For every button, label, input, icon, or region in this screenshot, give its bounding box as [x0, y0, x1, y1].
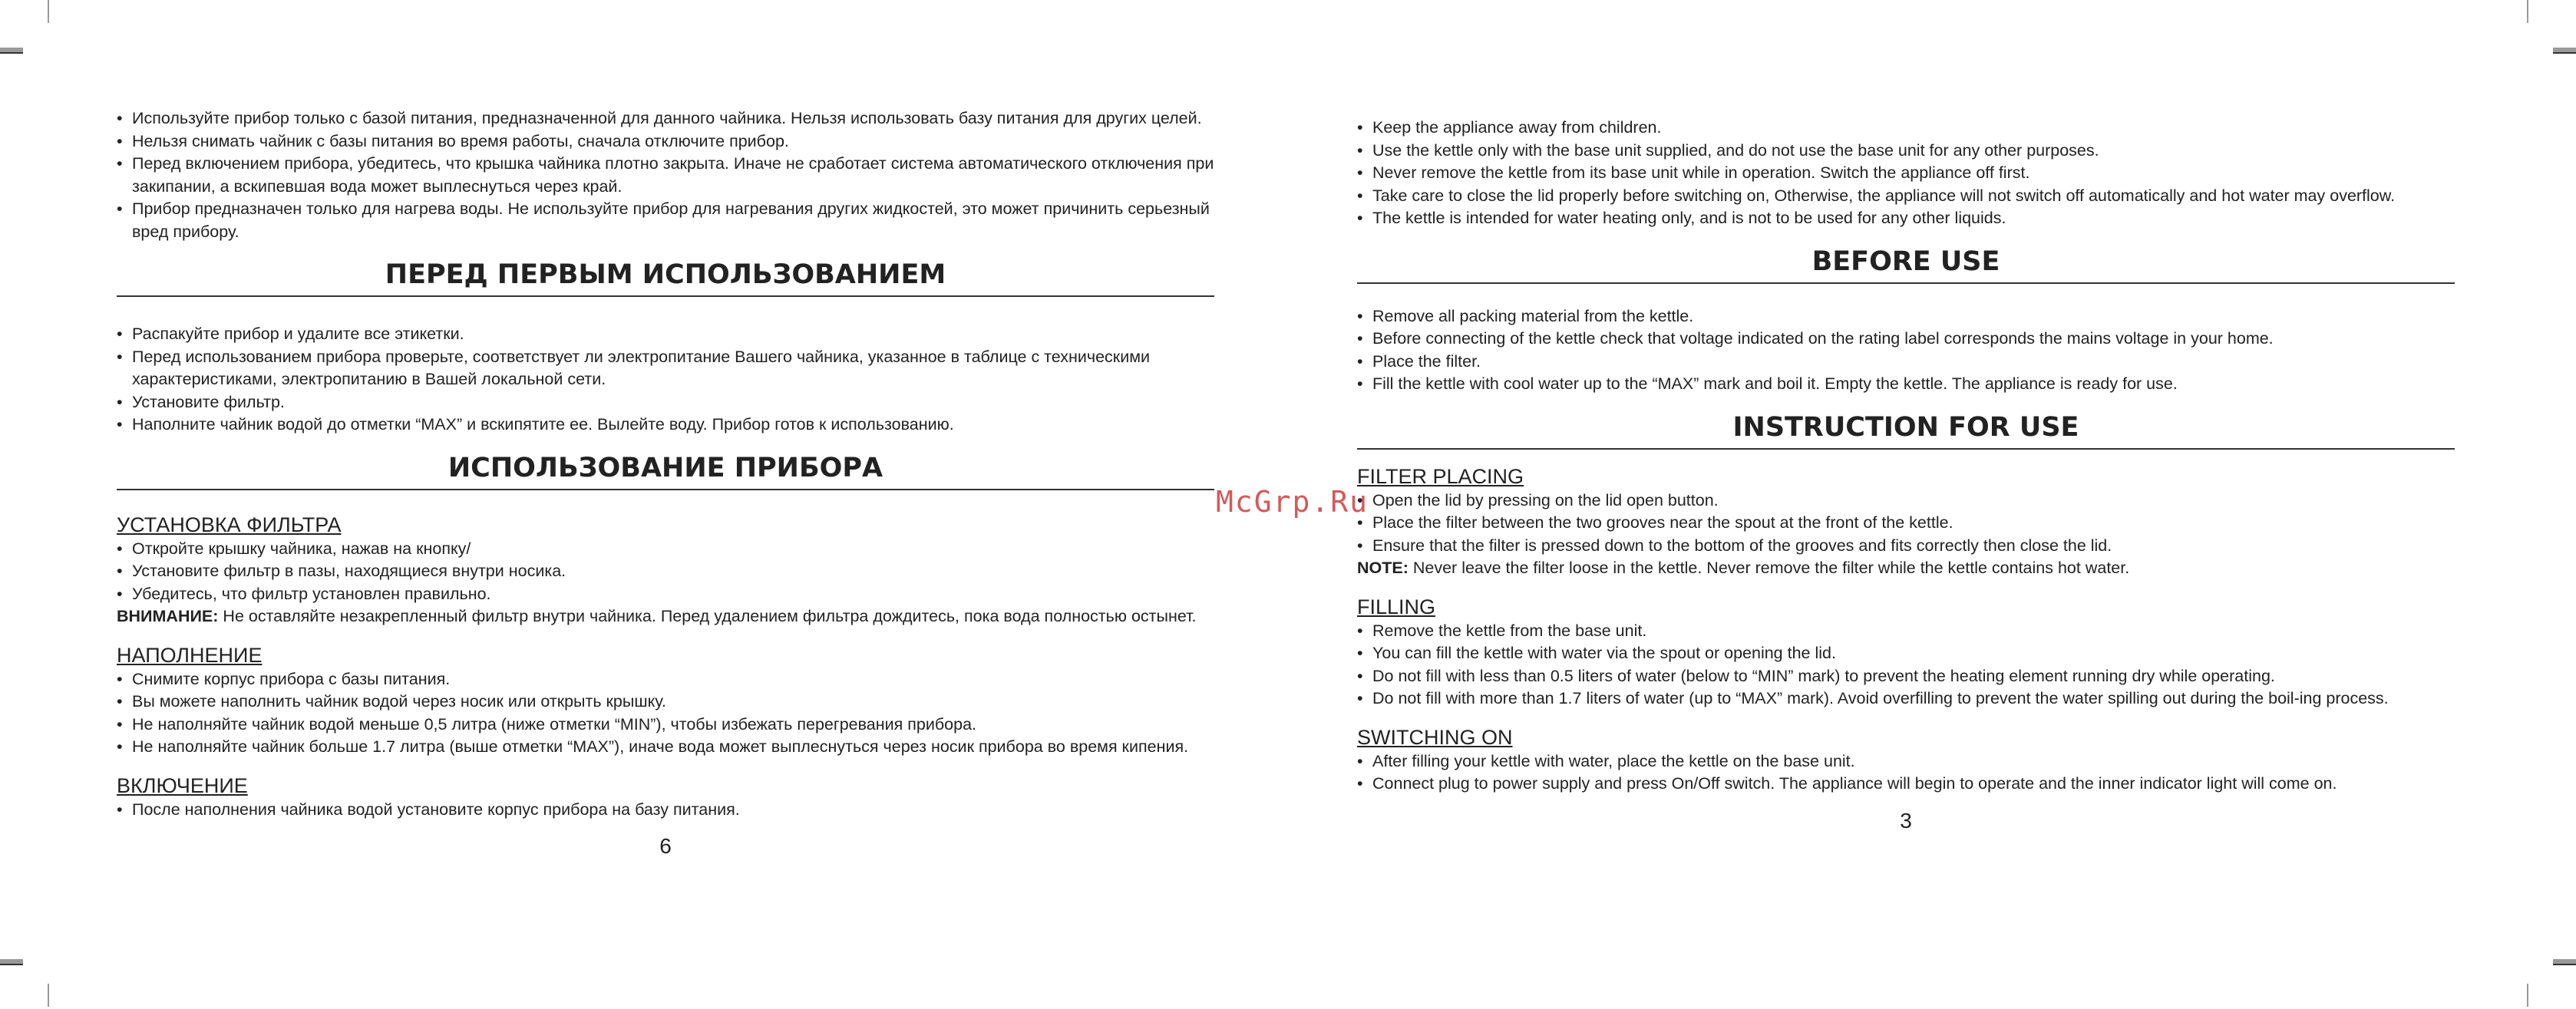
list-item: • Remove all packing material from the kettle.	[1357, 305, 2455, 328]
list-item: • Before connecting of the kettle check that voltage indicated on the rating label corresponds the mains voltage in your home.	[1357, 328, 2455, 351]
list-item: • Fill the kettle with cool water up to the “MAX” mark and boil it. Empty the kettle. The appliance is ready for use.	[1357, 373, 2455, 396]
crop-mark	[2553, 48, 2576, 54]
list-item: • Remove the kettle from the base unit.	[1357, 620, 2455, 643]
subsection-title: FILTER PLACING	[1357, 464, 1524, 488]
list-item: • Не наполняйте чайник водой меньше 0,5 литра (ниже отметки “MIN”), чтобы избежать перегревания прибора.	[117, 714, 1214, 737]
intro-list	[1357, 117, 2455, 230]
before-use-list	[117, 323, 1214, 437]
list-item: • Place the filter.	[1357, 351, 2455, 374]
warning-note	[1357, 557, 2455, 580]
list-item: • Ensure that the filter is pressed down to the bottom of the grooves and fits correctly then close the lid.	[1357, 535, 2455, 558]
section-heading: BEFORE USE	[1357, 244, 2455, 284]
list-item: • Установите фильтр в пазы, находящиеся внутри носика.	[117, 560, 1214, 583]
section-heading: ПЕРЕД ПЕРВЫМ ИСПОЛЬЗОВАНИЕМ	[117, 257, 1214, 297]
list-item: • Do not fill with more than 1.7 liters of water (up to “MAX” mark). Avoid overfilling to prevent the water spilling out during the boil-ing process.	[1357, 688, 2455, 711]
list-item: • Перед включением прибора, убедитесь, что крышка чайника плотно закрыта. Иначе не сработает система автоматического отключения при закипании, а вскипевшая вода может выплеснуться через край.	[117, 153, 1214, 198]
list-item: • Используйте прибор только с базой питания, предназначенной для данного чайника. Нельзя использовать базу питания для других целей.	[117, 107, 1214, 130]
crop-mark	[2527, 0, 2528, 23]
list-item: • Прибор предназначен только для нагрева воды. Не используйте прибор для нагревания других жидкостей, это может причинить серьезный вред прибору.	[117, 198, 1214, 243]
list-item: • After filling your kettle with water, place the kettle on the base unit.	[1357, 750, 2455, 773]
subsection-title: УСТАНОВКА ФИЛЬТРА	[117, 513, 342, 536]
list-item: • The kettle is intended for water heating only, and is not to be used for any other liquids.	[1357, 207, 2455, 230]
subsection-title: НАПОЛНЕНИЕ	[117, 643, 263, 667]
page-left	[117, 107, 1214, 859]
list-item: • Connect plug to power supply and press On/Off switch. The appliance will begin to operate and the inner indicator light will come on.	[1357, 773, 2455, 796]
before-use-list	[1357, 305, 2455, 396]
list-item: • Откройте крышку чайника, нажав на кнопку/	[117, 538, 1214, 561]
list-item: • Keep the appliance away from children.	[1357, 117, 2455, 140]
page-number: 3	[1900, 808, 1912, 833]
list-item: • Установите фильтр.	[117, 391, 1214, 414]
warning-note	[117, 605, 1214, 628]
list-item: • Take care to close the lid properly before switching on, Otherwise, the appliance will not switch off automatically and hot water may overflow.	[1357, 185, 2455, 208]
note-text: Never leave the filter loose in the kettle. Never remove the filter while the kettle contains hot water.	[1408, 559, 2130, 577]
list-item: • Never remove the kettle from its base unit while in operation. Switch the appliance off first.	[1357, 162, 2455, 185]
subsection-title: FILLING	[1357, 595, 1436, 618]
list-item: • Вы можете наполнить чайник водой через носик или открыть крышку.	[117, 691, 1214, 714]
crop-mark	[0, 959, 23, 965]
section-heading: INSTRUCTION FOR USE	[1357, 410, 2455, 450]
list-item: • Снимите корпус прибора с базы питания.	[117, 668, 1214, 691]
page-right	[1357, 117, 2455, 834]
list-item: • Не наполняйте чайник больше 1.7 литра (выше отметки “MAX”), иначе вода может выплеснуться через носик прибора во время кипения.	[117, 736, 1214, 759]
list-item: • Перед использованием прибора проверьте, соответствует ли электропитание Вашего чайника, указанное в таблице с техническими характеристиками, электропитанию в Вашей локальной сети.	[117, 346, 1214, 391]
list-item: • Use the kettle only with the base unit supplied, and do not use the base unit for any other purposes.	[1357, 140, 2455, 163]
note-label: NOTE:	[1357, 559, 1409, 577]
subsection-title: ВКЛЮЧЕНИЕ	[117, 773, 248, 797]
crop-mark	[0, 48, 23, 54]
crop-mark	[48, 0, 49, 23]
list-item: • После наполнения чайника водой установите корпус прибора на базу питания.	[117, 799, 1214, 822]
section-heading: ИСПОЛЬЗОВАНИЕ ПРИБОРА	[117, 450, 1214, 490]
list-item: • Распакуйте прибор и удалите все этикетки.	[117, 323, 1214, 346]
list-item: • Place the filter between the two grooves near the spout at the front of the kettle.	[1357, 512, 2455, 535]
page-number: 6	[659, 834, 672, 858]
crop-mark	[2527, 984, 2528, 1007]
subsection-title: SWITCHING ON	[1357, 725, 1513, 749]
list-item: • Нельзя снимать чайник с базы питания во время работы, сначала отключите прибор.	[117, 130, 1214, 153]
list-item: • Убедитесь, что фильтр установлен правильно.	[117, 583, 1214, 606]
list-item: • Do not fill with less than 0.5 liters of water (below to “MIN” mark) to prevent the heating element running dry while operating.	[1357, 665, 2455, 688]
list-item: • Наполните чайник водой до отметки “MAX” и вскипятите ее. Вылейте воду. Прибор готов к использованию.	[117, 414, 1214, 437]
watermark: McGrp.Ru	[1216, 485, 1369, 519]
crop-mark	[2553, 959, 2576, 965]
note-text: Не оставляйте незакрепленный фильтр внутри чайника. Перед удалением фильтра дождитесь, пока вода полностью остынет.	[218, 607, 1197, 625]
note-label: ВНИМАНИЕ:	[117, 607, 219, 625]
crop-mark	[48, 984, 49, 1007]
list-item: • You can fill the kettle with water via the spout or opening the lid.	[1357, 642, 2455, 665]
list-item: • Open the lid by pressing on the lid open button.	[1357, 490, 2455, 513]
intro-list	[117, 107, 1214, 243]
